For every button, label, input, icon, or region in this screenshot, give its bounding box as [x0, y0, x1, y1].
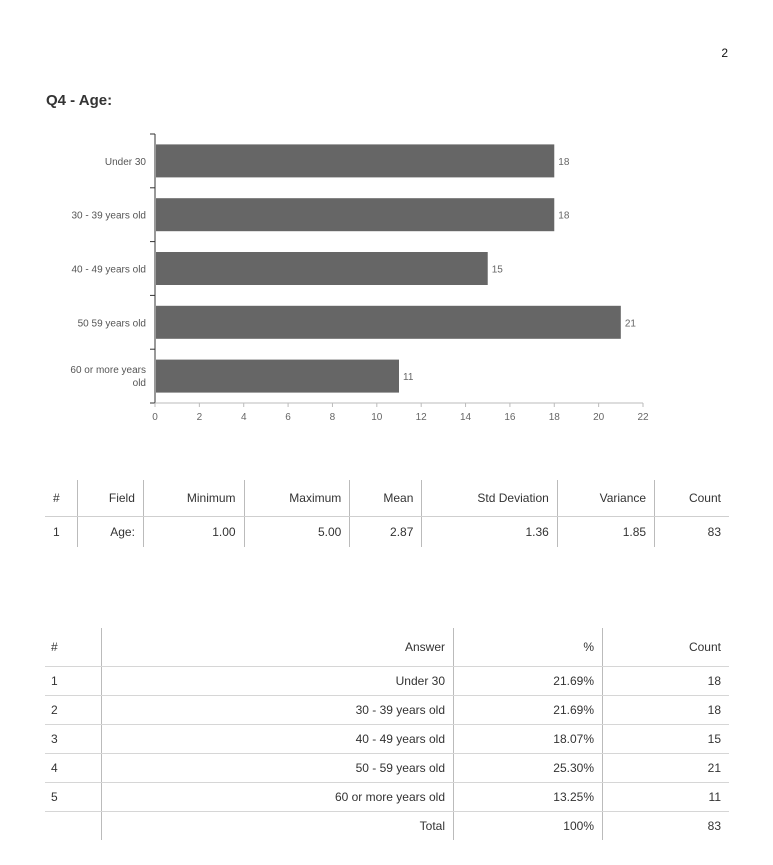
bar — [156, 144, 554, 177]
summary-statistics-table — [45, 480, 729, 547]
answers-header-percent: % — [454, 628, 603, 667]
x-tick-label: 2 — [196, 412, 203, 423]
total-row — [45, 812, 729, 841]
category-label: 50 59 years old — [77, 318, 146, 330]
answers-header-answer: Answer — [102, 628, 454, 667]
bar-value-label: 18 — [558, 210, 570, 222]
answer-count: 15 — [603, 725, 730, 754]
x-tick-label: 20 — [593, 412, 605, 423]
answer-number: 5 — [45, 783, 102, 812]
answer-label: 40 - 49 years old — [102, 725, 454, 754]
answer-number: 1 — [45, 667, 102, 696]
total-percent: 100% — [454, 812, 603, 841]
x-tick-label: 6 — [285, 412, 291, 423]
category-label: Under 30 — [104, 156, 146, 168]
stats-cell-variance: 1.85 — [557, 517, 654, 548]
answer-number: 3 — [45, 725, 102, 754]
x-tick-label: 16 — [504, 412, 516, 423]
answer-number: 2 — [45, 696, 102, 725]
answer-label: 60 or more years old — [102, 783, 454, 812]
answer-label: 30 - 39 years old — [102, 696, 454, 725]
category-label: 40 - 49 years old — [71, 264, 146, 276]
answer-row — [45, 783, 729, 812]
bar-value-label: 11 — [403, 372, 414, 384]
stats-header-minimum: Minimum — [143, 480, 244, 517]
answer-number: 4 — [45, 754, 102, 783]
answer-percent: 21.69% — [454, 667, 603, 696]
answer-percent: 13.25% — [454, 783, 603, 812]
stats-cell-field: Age: — [78, 517, 144, 548]
x-tick-label: 18 — [548, 412, 560, 423]
answer-label: Under 30 — [102, 667, 454, 696]
stats-cell-std-deviation: 1.36 — [422, 517, 557, 548]
answer-row — [45, 696, 729, 725]
question-title: Q4 - Age: — [46, 92, 113, 109]
answer-distribution-table — [45, 628, 729, 840]
stats-header-count: Count — [655, 480, 729, 517]
category-label: 30 - 39 years old — [71, 210, 146, 222]
x-tick-label: 8 — [329, 412, 336, 423]
page-number: 2 — [721, 46, 728, 60]
answer-row — [45, 725, 729, 754]
x-tick-label: 14 — [459, 412, 472, 423]
stats-header-maximum: Maximum — [244, 480, 350, 517]
total-count: 83 — [603, 812, 730, 841]
total-label: Total — [102, 812, 454, 841]
x-tick-label: 4 — [240, 412, 247, 423]
x-tick-label: 12 — [415, 412, 427, 423]
stats-header-number: # — [45, 480, 78, 517]
bar-value-label: 15 — [491, 264, 503, 276]
stats-cell-number: 1 — [53, 525, 60, 539]
total-number — [45, 812, 102, 841]
answer-label: 50 - 59 years old — [102, 754, 454, 783]
stats-row — [45, 517, 729, 548]
bar-value-label: 21 — [624, 318, 636, 330]
bar — [156, 252, 488, 285]
bar-value-label: 18 — [558, 156, 570, 168]
answer-count: 18 — [603, 667, 730, 696]
bar — [156, 360, 399, 393]
answer-percent: 25.30% — [454, 754, 603, 783]
answer-row — [45, 667, 729, 696]
answer-row — [45, 754, 729, 783]
answer-count: 18 — [603, 696, 730, 725]
stats-header-std-deviation: Std Deviation — [422, 480, 557, 517]
category-label: 60 or more years old — [70, 365, 146, 390]
stats-header-mean: Mean — [350, 480, 422, 517]
answers-header-number: # — [45, 628, 102, 667]
answer-count: 11 — [603, 783, 730, 812]
answers-header-row — [45, 628, 729, 667]
x-tick-label: 0 — [152, 412, 158, 423]
stats-cell-maximum: 5.00 — [244, 517, 350, 548]
stats-header-row — [45, 480, 729, 517]
bar — [156, 306, 621, 339]
answer-percent: 21.69% — [454, 696, 603, 725]
stats-header-variance: Variance — [557, 480, 654, 517]
answers-header-count: Count — [603, 628, 730, 667]
x-tick-label: 22 — [637, 412, 649, 423]
stats-cell-minimum: 1.00 — [143, 517, 244, 548]
answer-count: 21 — [603, 754, 730, 783]
answer-percent: 18.07% — [454, 725, 603, 754]
stats-header-field: Field — [78, 480, 144, 517]
stats-cell-mean: 2.87 — [350, 517, 422, 548]
x-tick-label: 10 — [371, 412, 383, 423]
bar — [156, 198, 554, 231]
stats-cell-count: 83 — [655, 517, 729, 548]
